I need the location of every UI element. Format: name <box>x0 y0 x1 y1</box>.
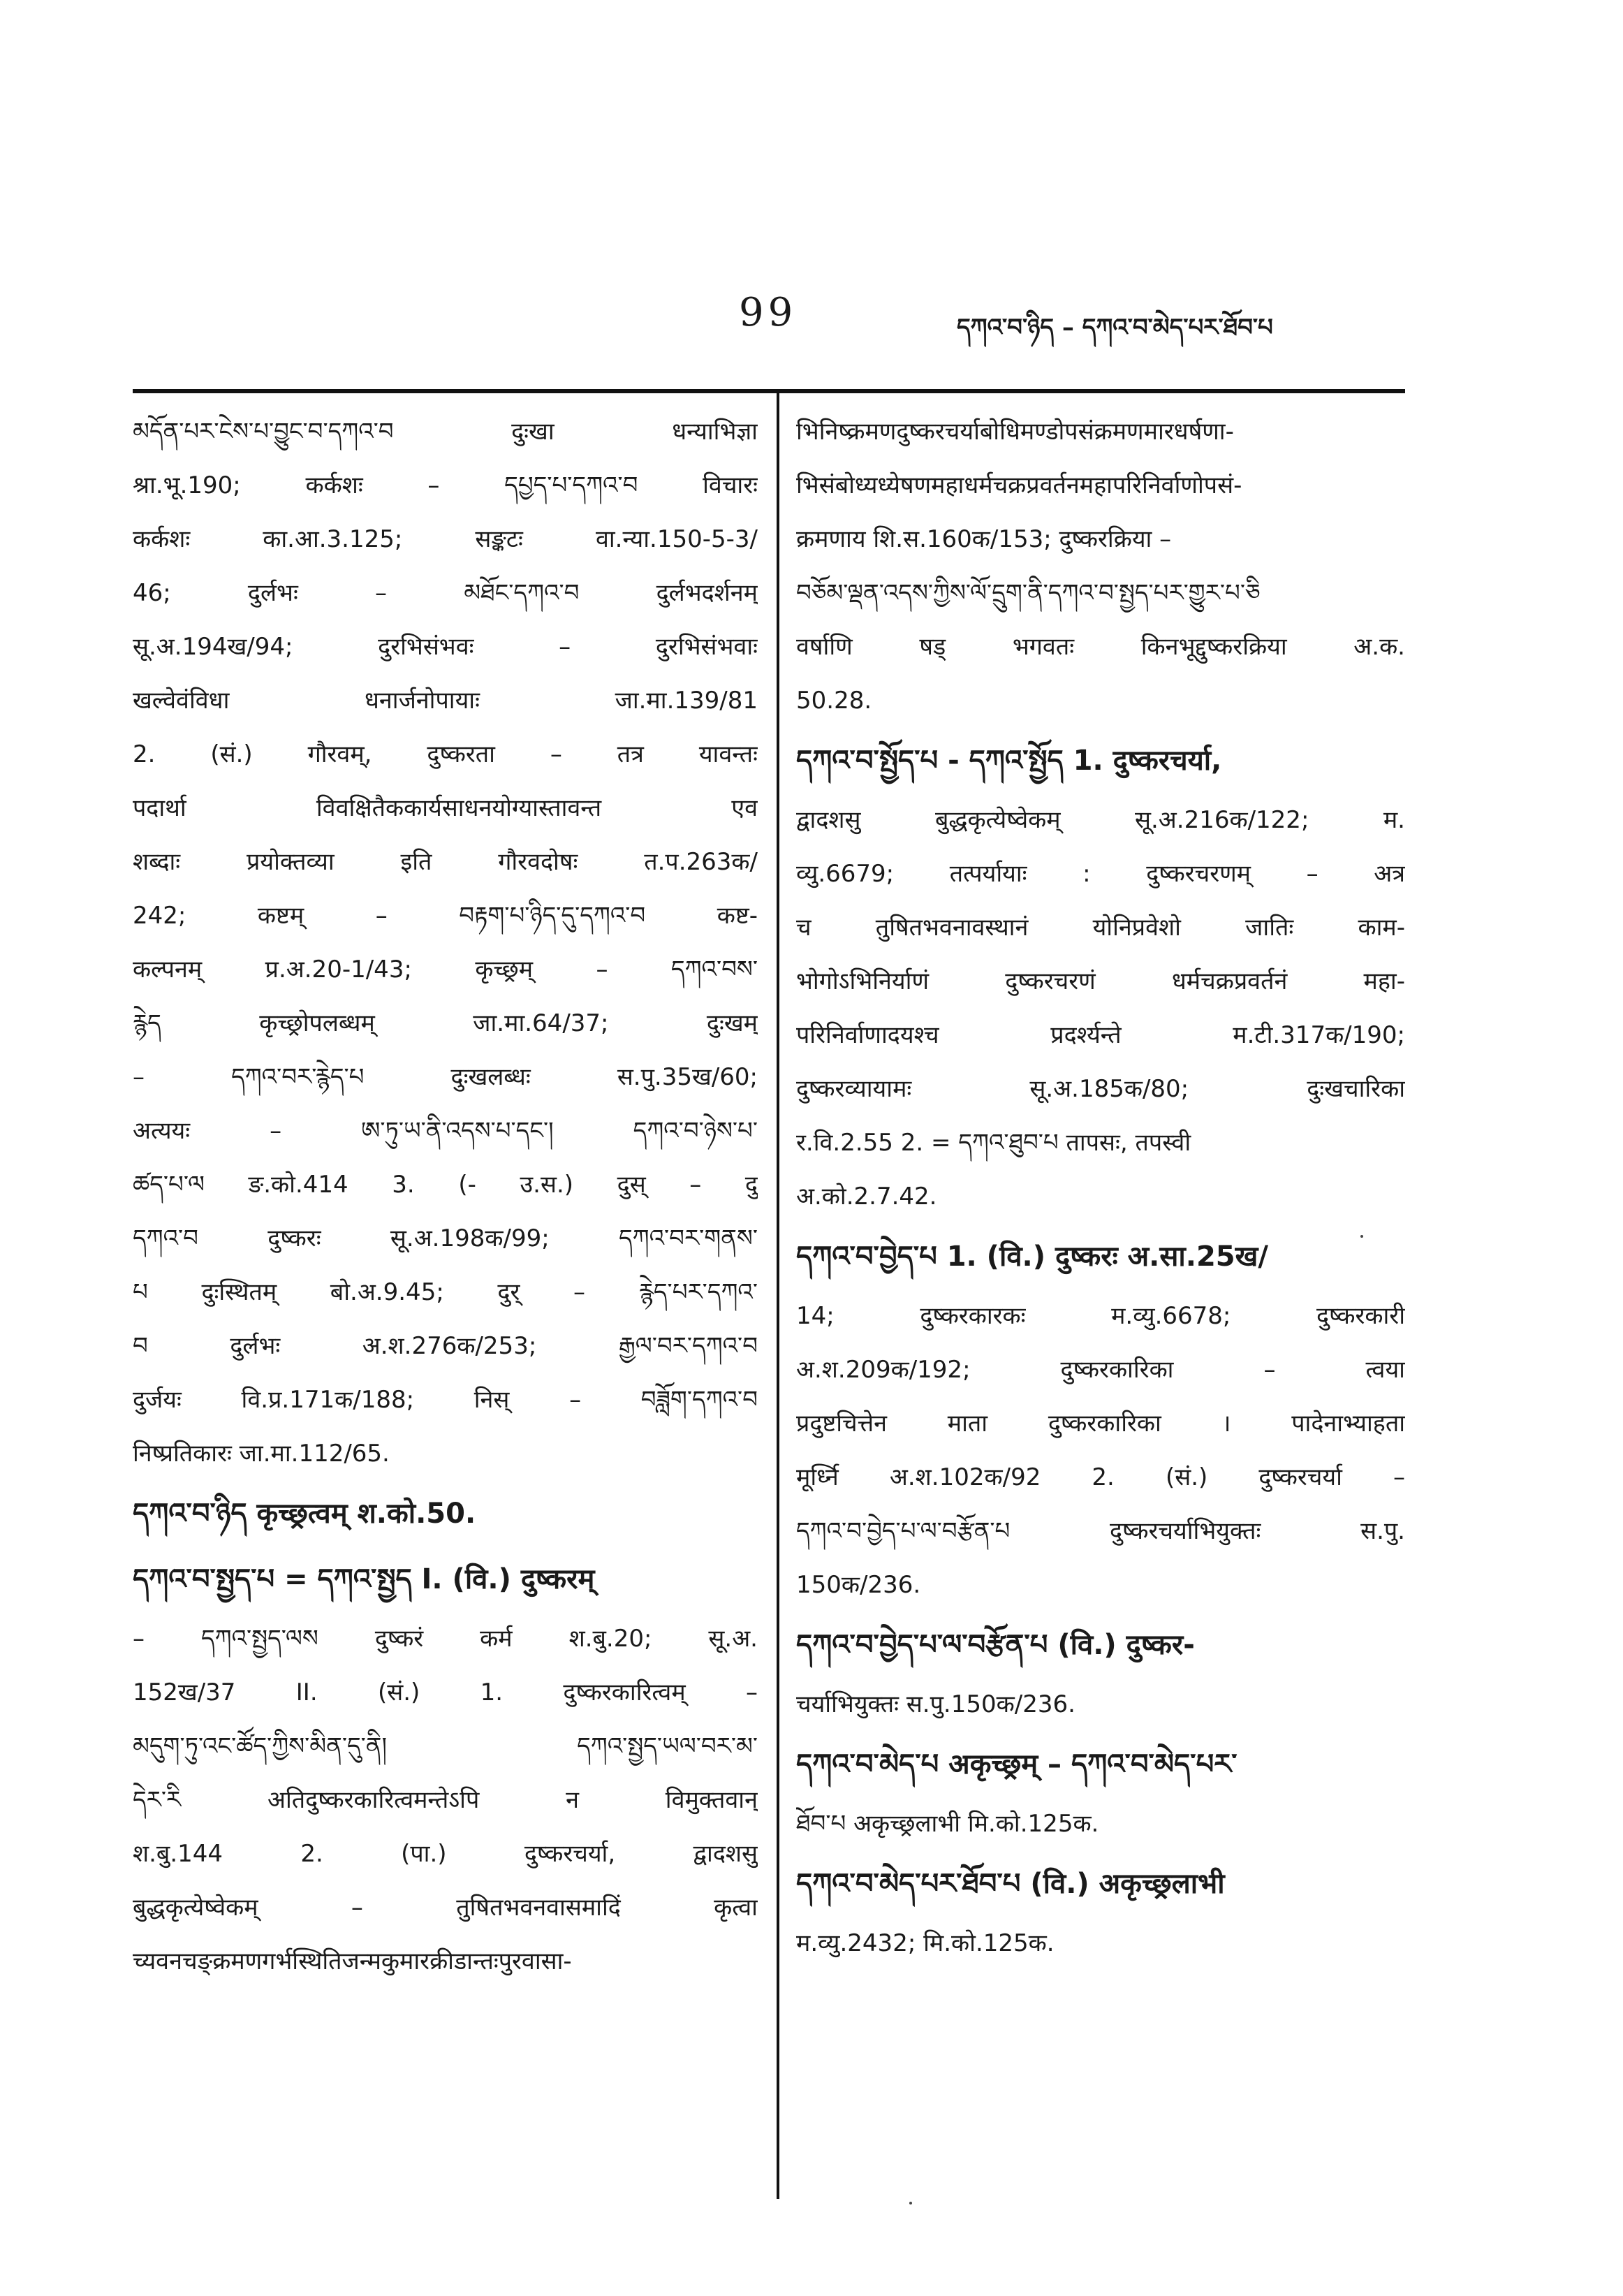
entry-headword: དཀའ་བ་སྤྱོད་པ - དཀའ་སྤྱོད 1. दुष्करचर्या, <box>796 745 1222 777</box>
entry-text-line: श्रा.भू.190; कर्कशः – དཔྱད་པ་དཀའ་བ विचारः <box>133 471 758 499</box>
entry-text-line: མདུག་ཏུ་འང་ཚོད་ཀྱིས་མིན་དུ་ནི། དཀའ་སྤྱད་ཡལ་བར་མ་ <box>133 1732 758 1760</box>
entry-text-line: व्यु.6679; तत्पर्यायाः : दुष्करचरणम् – अत्र <box>796 860 1405 888</box>
entry-text-line: པ दुःस्थितम् बो.अ.9.45; दुर् – རྙེད་པར་དཀའ་ <box>133 1278 758 1306</box>
entry-headword: དཀའ་བ་བྱེད་པ་ལ་བརྩོན་པ (वि.) दुष्कर- <box>796 1629 1195 1661</box>
entry-headword: དཀའ་བ་སྤྱད་པ = དཀའ་སྤྱད I. (वि.) दुष्करम् <box>133 1563 595 1595</box>
entry-text-line: 2. (सं.) गौरवम्, दुष्करता – तत्र यावन्तः <box>133 740 758 768</box>
entry-headword: དཀའ་བ་ཉིད कृच्छ्रत्वम् श.को.50. <box>133 1498 476 1530</box>
entry-text-line: བ दुर्लभः अ.श.276क/253; རྒྱལ་བར་དཀའ་བ <box>133 1332 758 1360</box>
scan-speck <box>1360 1235 1363 1238</box>
entry-text-line: – དཀའ་སྤྱད་ལས दुष्करं कर्म श.बु.20; सू.अ. <box>133 1625 758 1653</box>
entry-text-line: र.वि.2.55 2. = དཀའ་ཐུབ་པ तापसः, तपस्वी <box>796 1129 1191 1157</box>
entry-text-line: दुष्करव्यायामः सू.अ.185क/80; दुःखचारिका <box>796 1075 1405 1103</box>
entry-text-line: དཀའ་བ दुष्करः सू.अ.198क/99; དཀའ་བར་གནས་ <box>133 1224 758 1252</box>
entry-text-line: भिनिष्क्रमणदुष्करचर्याबोधिमण्डोपसंक्रमणमारधर्षणा- <box>796 418 1234 446</box>
page-number: 99 <box>739 290 798 335</box>
entry-text-line: पदार्था विवक्षितैककार्यसाधनयोग्यास्तावन्त एव <box>133 794 758 822</box>
entry-text-line: 150क/236. <box>796 1571 921 1599</box>
entry-text-line: निष्प्रतिकारः जा.मा.112/65. <box>133 1440 390 1468</box>
header-rule <box>133 389 1405 393</box>
entry-text-line: सू.अ.194ख/94; दुरभिसंभवः – दुरभिसंभवाः <box>133 633 758 661</box>
entry-text-line: खल्वेवंविधा धनार्जनोपायाः जा.मा.139/81 <box>133 687 758 715</box>
entry-text-line: 242; कष्टम् – བརྟག་པ་ཉིད་དུ་དཀའ་བ कष्ट- <box>133 902 758 930</box>
scan-speck <box>909 2202 912 2204</box>
entry-text-line: ཚད་པ་ལ ङ.को.414 3. (- उ.स.) दुस् – दु <box>133 1171 758 1199</box>
entry-text-line: द्वादशसु बुद्धकृत्येष्वेकम् सू.अ.216क/122; म. <box>796 806 1405 834</box>
entry-text-line: भिसंबोध्यध्येषणमहाधर्मचक्रप्रवर्तनमहापरिनिर्वाणोपसं- <box>796 471 1242 499</box>
entry-text-line: 14; दुष्करकारकः म.व्यु.6678; दुष्करकारी <box>796 1302 1405 1330</box>
entry-text-line: कर्कशः का.आ.3.125; सङ्कटः वा.न्या.150-5-3/ <box>133 525 758 553</box>
running-head: དཀའ་བ་ཉིད – དཀའ་བ་མེད་པར་ཐོབ་པ <box>957 314 1273 342</box>
entry-text-line: च तुषितभवनावस्थानं योनिप्रवेशो जातिः काम- <box>796 914 1405 942</box>
entry-text-line: परिनिर्वाणादयश्च प्रदर्श्यन्ते म.टी.317क/190; <box>796 1021 1405 1049</box>
entry-text-line: 50.28. <box>796 687 872 715</box>
entry-text-line: क्रमणाय शि.स.160क/153; दुष्करक्रिया – <box>796 525 1172 553</box>
entry-text-line: प्रदुष्टचित्तेन माता दुष्करकारिका । पादेनाभ्याहता <box>796 1410 1405 1438</box>
entry-headword: དཀའ་བ་མེད་པ अकृच्छ्रम् – དཀའ་བ་མེད་པར་ <box>796 1748 1238 1781</box>
entry-text-line: श.बु.144 2. (पा.) दुष्करचर्या, द्वादशसु <box>133 1840 758 1868</box>
entry-text-line: – དཀའ་བར་རྙེད་པ दुःखलब्धः स.पु.35ख/60; <box>133 1063 758 1091</box>
right-column <box>796 405 1405 2200</box>
entry-headword: དཀའ་བ་བྱེད་པ 1. (वि.) दुष्करः अ.सा.25ख/ <box>796 1241 1268 1273</box>
entry-text-line: दुर्जयः वि.प्र.171क/188; निस् – བཟློག་དཀའ་བ <box>133 1386 758 1414</box>
entry-text-line: अ.श.209क/192; दुष्करकारिका – त्वया <box>796 1356 1405 1384</box>
entry-text-line: कल्पनम् प्र.अ.20-1/43; कृच्छ्रम् – དཀའ་བས་ <box>133 956 758 984</box>
entry-text-line: 46; दुर्लभः – མཐོང་དཀའ་བ दुर्लभदर्शनम् <box>133 579 758 607</box>
entry-text-line: चर्याभियुक्तः स.पु.150क/236. <box>796 1690 1075 1718</box>
entry-text-line: अत्ययः – ཨ་ཏུ་ཡ་ནི་འདས་པ་དང་། དཀའ་བ་ཉེས་པ་ <box>133 1117 758 1145</box>
entry-text-line: དཀའ་བ་བྱེད་པ་ལ་བརྩོན་པ दुष्करचर्याभियुक्तः स.पु. <box>796 1517 1405 1545</box>
entry-text-line: ཐོབ་པ अकृच्छ्रलाभी मि.को.125क. <box>796 1810 1099 1838</box>
entry-text-line: म.व्यु.2432; मि.को.125क. <box>796 1929 1055 1957</box>
entry-text-line: वर्षाणि षड् भगवतः किनभूद्दुष्करक्रिया अ.क. <box>796 633 1405 661</box>
entry-text-line: मूर्ध्नि अ.श.102क/92 2. (सं.) दुष्करचर्या – <box>796 1463 1405 1491</box>
entry-text-line: རྙེད कृच्छ्रोपलब्धम् जा.मा.64/37; दुःखम् <box>133 1009 758 1037</box>
entry-text-line: भोगोऽभिनिर्याणं दुष्करचरणं धर्मचक्रप्रवर्तनं महा- <box>796 967 1405 995</box>
entry-text-line: अ.को.2.7.42. <box>796 1183 937 1211</box>
entry-headword: དཀའ་བ་མེད་པར་ཐོབ་པ (वि.) अकृच्छ्रलाभी <box>796 1868 1225 1900</box>
entry-text-line: མདོན་པར་ངེས་པ་བྱུང་བ་དཀའ་བ दुःखा धन्याभिज्ञा <box>133 418 758 446</box>
entry-text-line: དེར་རི अतिदुष्करकारित्वमन्तेऽपि न विमुक्तवान् <box>133 1786 758 1814</box>
entry-text-line: शब्दाः प्रयोक्तव्या इति गौरवदोषः त.प.263क/ <box>133 848 758 876</box>
column-divider <box>777 393 779 2199</box>
entry-text-line: 152ख/37 II. (सं.) 1. दुष्करकारित्वम् – <box>133 1679 758 1706</box>
entry-text-line: བཅོམ་ལྡན་འདས་ཀྱིས་ལོ་དྲུག་ནི་དཀའ་བ་སྤྱད་པར་གྱུར་པ་ཅི <box>796 579 1261 607</box>
entry-text-line: च्यवनचङ्क्रमणगर्भस्थितिजन्मकुमारक्रीडान्तःपुरवासा- <box>133 1947 572 1975</box>
left-column <box>133 405 758 2200</box>
entry-text-line: बुद्धकृत्येष्वेकम् – तुषितभवनवासमादिं कृत्वा <box>133 1894 758 1922</box>
